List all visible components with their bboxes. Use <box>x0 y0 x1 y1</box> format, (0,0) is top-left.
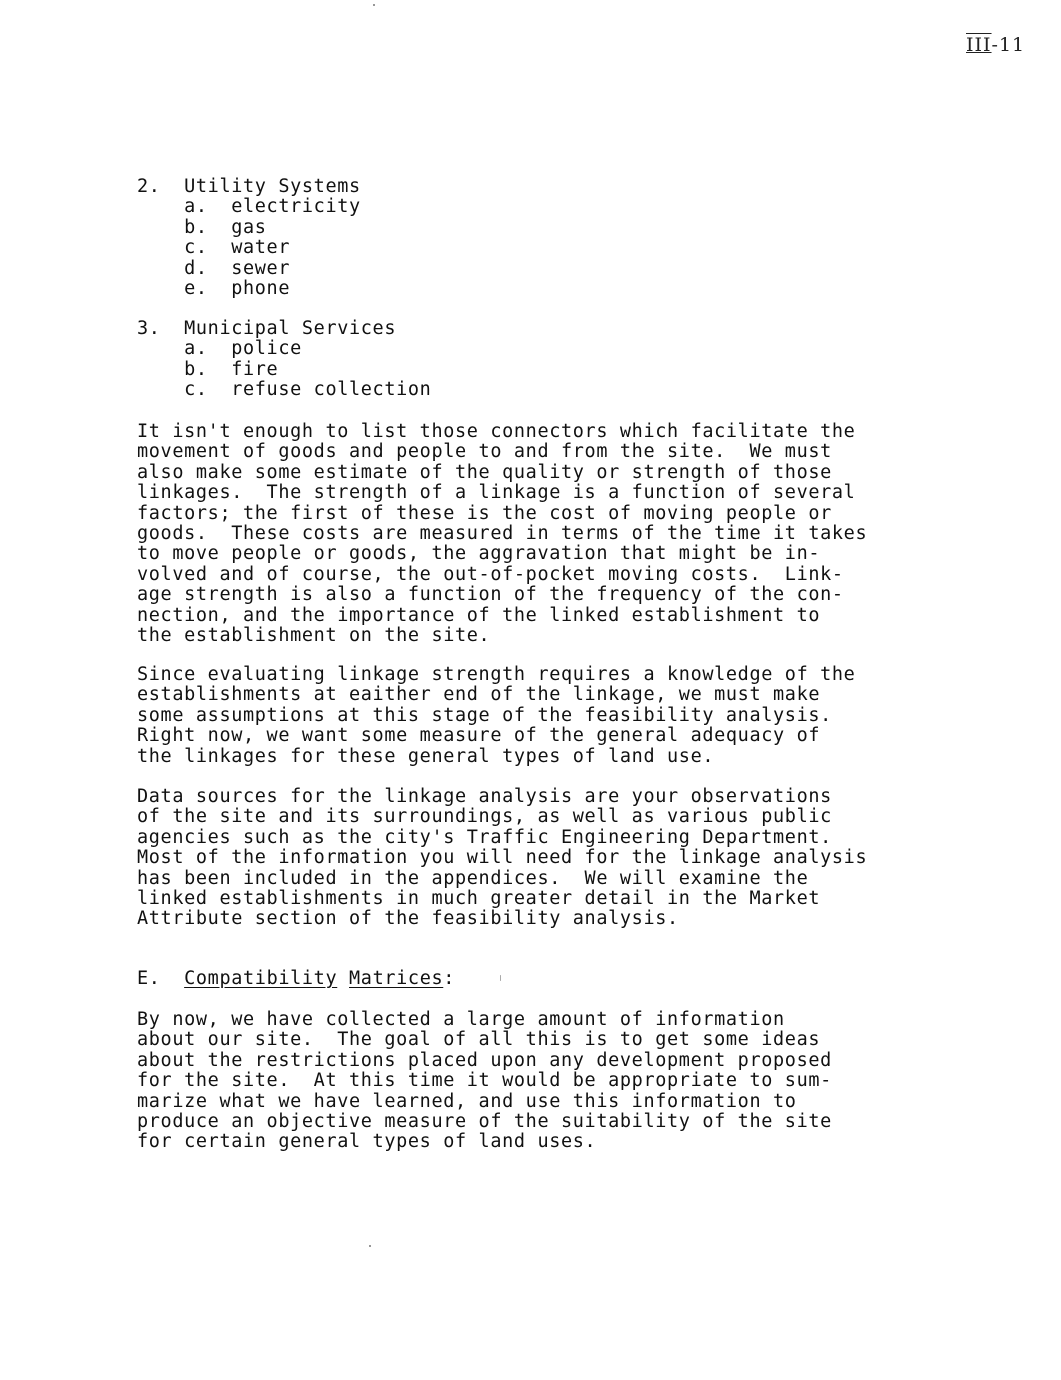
page-number-roman: III <box>966 34 992 56</box>
paragraph-compatibility-summary: By now, we have collected a large amount of information about our site. The goal of all this is to get some ideas about the restrictions placed upon any development proposed for the site. At this time it would be appropriate to sum- marize what we have learned, and use this information to produce an objective measure of the suitability of the site for certain general types of land uses. <box>137 1009 832 1153</box>
section-e-heading <box>137 969 455 989</box>
scan-speck <box>369 1245 371 1247</box>
paragraph-assumptions: Since evaluating linkage strength requires a knowledge of the establishments at eaither end of the linkage, we must make some assumptions at this stage of the feasibility analysis. Right now, we want some measure of the general adequacy of the linkages for these general types of land use. <box>137 664 856 767</box>
scan-speck <box>373 4 375 6</box>
section-e-title-word1: Compatibility <box>184 968 338 989</box>
paragraph-data-sources: Data sources for the linkage analysis are your observations of the site and its surroundings, as well as various public agencies such as the city's Traffic Engineering Department. Most of the information you will need for the linkage analysis has been included in the appendices. We will examine the linked establishments in much greater detail in the Market Attribute section of the feasibility analysis. <box>137 786 868 930</box>
section-e-letter: E. <box>137 968 161 989</box>
municipal-services-list: 3. Municipal Services a. police b. fire c. refuse collection <box>137 318 432 401</box>
paragraph-linkage-strength: It isn't enough to list those connectors which facilitate the movement of goods and people to and from the site. We must also make some estimate of the quality or strength of those linkages. The strength of a linkage is a function of several factors; the first of these is the cost of moving people or goods. These costs are measured in terms of the time it takes to move people or goods, the aggravation that might be in- volved and of course, the out-of-pocket moving costs. Link- age strength is also a function of the frequency of the con- nection, and the importance of the linked establishment to the establishment on the site. <box>137 421 868 647</box>
section-e-title-word2: Matrices <box>349 968 444 989</box>
page-number-suffix: -11 <box>991 34 1026 56</box>
section-e-colon: : <box>443 968 456 989</box>
scan-mark <box>500 975 501 981</box>
utility-systems-list: 2. Utility Systems a. electricity b. gas c. water d. sewer e. phone <box>137 176 361 300</box>
page-number <box>966 34 1025 56</box>
